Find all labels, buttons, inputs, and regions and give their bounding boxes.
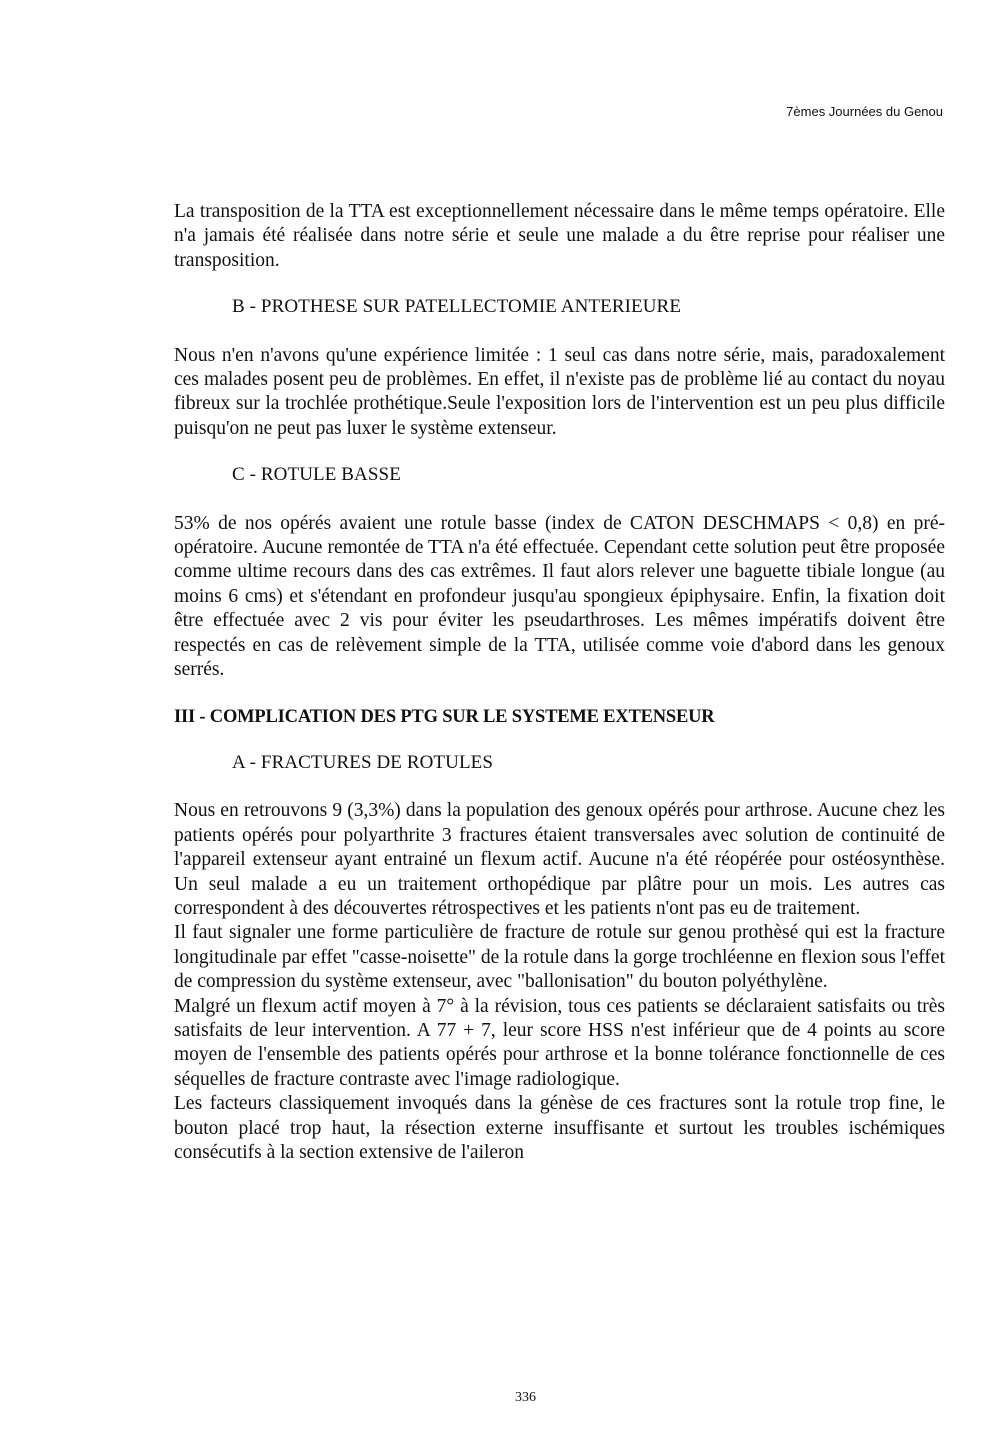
paragraph-fractures-count: Nous en retrouvons 9 (3,3%) dans la population des genoux opérés pour arthrose. Aucune chez les patients opérés pour polyarthrite 3 fractures étaient transversales avec solution de continuité de l'appareil extenseur ayant entrainé un flexum actif. Aucune n'a été réopérée pour ostéosynthèse. Un seul malade a eu un traitement orthopédique par plâtre pour un mois. Les autres cas correspondent à des découvertes rétrospectives et les patients n'ont pas eu de traitement. [174, 800, 945, 919]
body-text [174, 200, 945, 1165]
subheading-prothese-patellectomie: B - PROTHESE SUR PATELLECTOMIE ANTERIEURE [232, 296, 682, 318]
paragraph-rotule-basse: 53% de nos opérés avaient une rotule basse (index de CATON DESCHMAPS < 0,8) en pré-opératoire. Aucune remontée de TTA n'a été effectuée. Cependant cette solution peut être proposée comme ultime recours dans des cas extrêmes. Il faut alors relever une baguette tibiale longue (au moins 6 cms) et s'étendant en profondeur jusqu'au spongieux épiphysaire. Enfin, la fixation doit être effectuée avec 2 vis pour éviter les pseudarthroses. Les mêmes impératifs doivent être respectés en cas de relèvement simple de la TTA, utilisée comme voie d'abord dans les genoux serrés. [174, 512, 945, 681]
paragraph-facteurs: Les facteurs classiquement invoqués dans la génèse de ces fractures sont la rotule trop fine, le bouton placé trop haut, la résection externe insuffisante et surtout les troubles ischémiques consécutifs à la section extensive de l'aileron [174, 1093, 945, 1163]
paragraph-flexum-actif: Malgré un flexum actif moyen à 7° à la révision, tous ces patients se déclaraient satisfaits ou très satisfaits de leur intervention. A 77 + 7, leur score HSS n'est inférieur que de 4 points au score moyen de l'ensemble des patients opérés pour arthrose et la bonne tolérance fonctionnelle de ces séquelles de fracture contraste avec l'image radiologique. [174, 995, 945, 1090]
subheading-fractures-rotules: A - FRACTURES DE ROTULES [232, 751, 494, 773]
subheading-rotule-basse: C - ROTULE BASSE [232, 464, 401, 486]
paragraph-tta-transposition: La transposition de la TTA est exceptionnellement nécessaire dans le même temps opératoire. Elle n'a jamais été réalisée dans notre série et seule une malade a du être reprise pour réaliser une transposition. [174, 201, 945, 271]
running-header: 7èmes Journées du Genou [786, 104, 943, 119]
paragraph-casse-noisette: Il faut signaler une forme particulière de fracture de rotule sur genou prothèsé qui est la fracture longitudinale par effet "casse-noisette" de la rotule dans la gorge trochléenne en flexion sous l'effet de compression du système extenseur, avec "ballonisation" du bouton polyéthylène. [174, 922, 946, 993]
page-number: 336 [515, 1390, 536, 1405]
section-heading-complication: III - COMPLICATION DES PTG SUR LE SYSTEME EXTENSEUR [174, 706, 715, 727]
paragraph-patellectomie: Nous n'en n'avons qu'une expérience limitée : 1 seul cas dans notre série, mais, paradoxalement ces malades posent peu de problèmes. En effet, il n'existe pas de problème lié au contact du noyau fibreux sur la trochlée prothétique.Seule l'exposition lors de l'intervention est un peu plus difficile puisqu'on ne peut pas luxer le système extenseur. [174, 344, 945, 439]
